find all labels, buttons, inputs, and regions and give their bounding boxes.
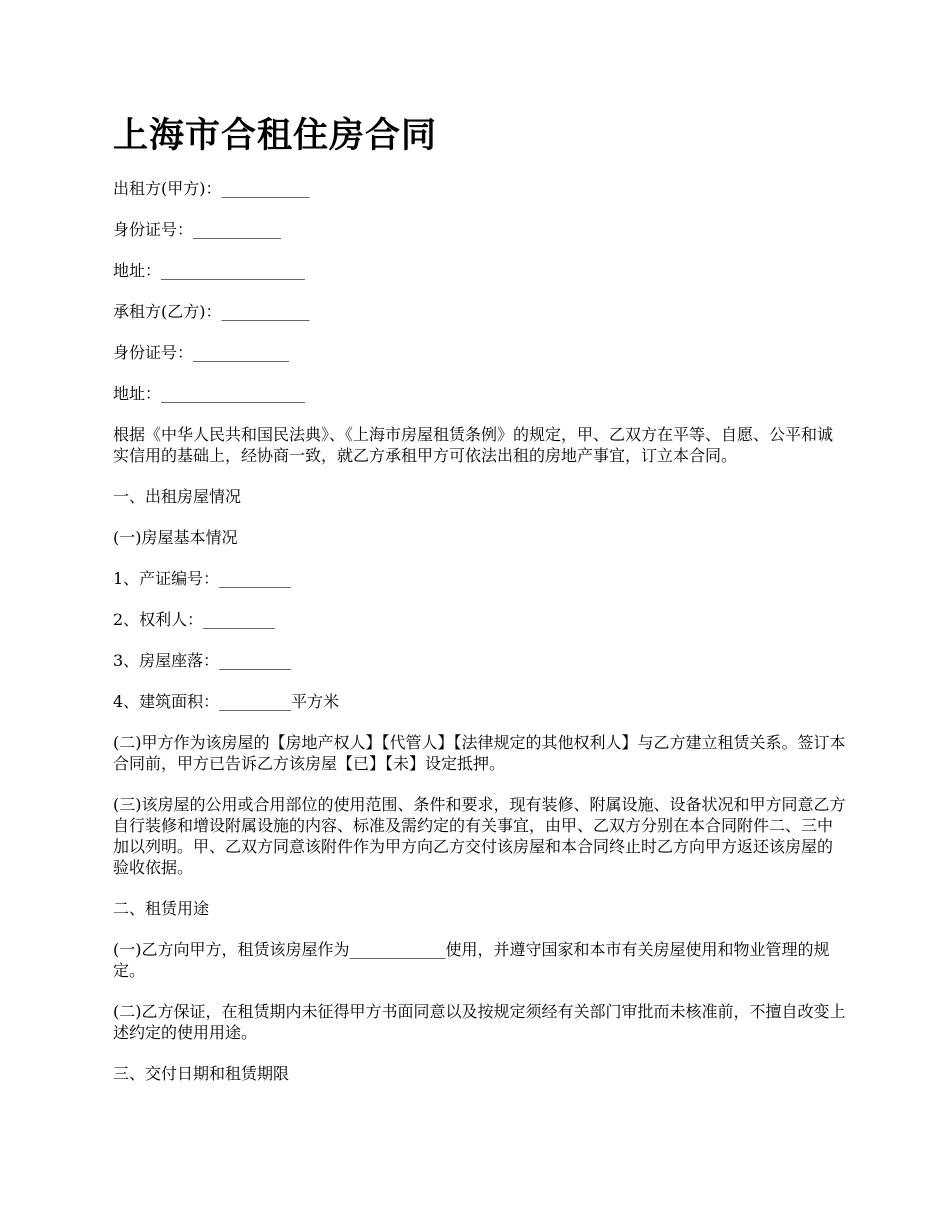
lessee-field: 承租方(乙方)：___________ — [113, 302, 310, 321]
lessor-id-field: 身份证号：___________ — [113, 220, 282, 239]
subsection-heading-1-1: (一)房屋基本情况 — [113, 528, 238, 547]
lessee-id-field: 身份证号：____________ — [113, 343, 290, 362]
preamble-paragraph: 根据《中华人民共和国民法典》、《上海市房屋租赁条例》的规定，甲、乙双方在平等、自愿、公平和诚实信用的基础上，经协商一致，就乙方承租甲方可依法出租的房地产事宜，订立本合同。 — [113, 425, 834, 465]
section-heading-1: 一、出租房屋情况 — [113, 487, 242, 506]
clause-1-2: (二)甲方作为该房屋的【房地产权人】【代管人】【法律规定的其他权利人】与乙方建立租赁关系。签订本合同前，甲方已告诉乙方该房屋【已】【未】设定抵押。 — [113, 733, 846, 773]
location-field: 3、房屋座落：_________ — [113, 651, 292, 670]
floor-area-field: 4、建筑面积：_________平方米 — [113, 692, 340, 711]
lessor-address-field: 地址：__________________ — [113, 261, 306, 280]
document-page — [113, 112, 848, 1104]
lessor-field: 出租方(甲方)：___________ — [113, 179, 310, 198]
document-title: 上海市合租住房合同 — [113, 116, 438, 156]
clause-2-1: (一)乙方向甲方，租赁该房屋作为____________使用，并遵守国家和本市有关房屋使用和物业管理的规定。 — [113, 940, 830, 980]
lessee-address-field: 地址：__________________ — [113, 384, 306, 403]
section-heading-3: 三、交付日期和租赁期限 — [113, 1064, 290, 1083]
section-heading-2: 二、租赁用途 — [113, 899, 210, 918]
certificate-number-field: 1、产证编号：_________ — [113, 569, 292, 588]
owner-field: 2、权利人：_________ — [113, 610, 276, 629]
clause-2-2: (二)乙方保证，在租赁期内未征得甲方书面同意以及按规定须经有关部门审批而未核准前，不擅自改变上述约定的使用用途。 — [113, 1002, 846, 1042]
clause-1-3: (三)该房屋的公用或合用部位的使用范围、条件和要求，现有装修、附属设施、设备状况和甲方同意乙方自行装修和增设附属设施的内容、标准及需约定的有关事宜，由甲、乙双方分别在本合同附件二、三中加以列明。甲、乙双方同意该附件作为甲方向乙方交付该房屋和本合同终止时乙方向甲方返还该房屋的验收依据。 — [113, 795, 846, 877]
